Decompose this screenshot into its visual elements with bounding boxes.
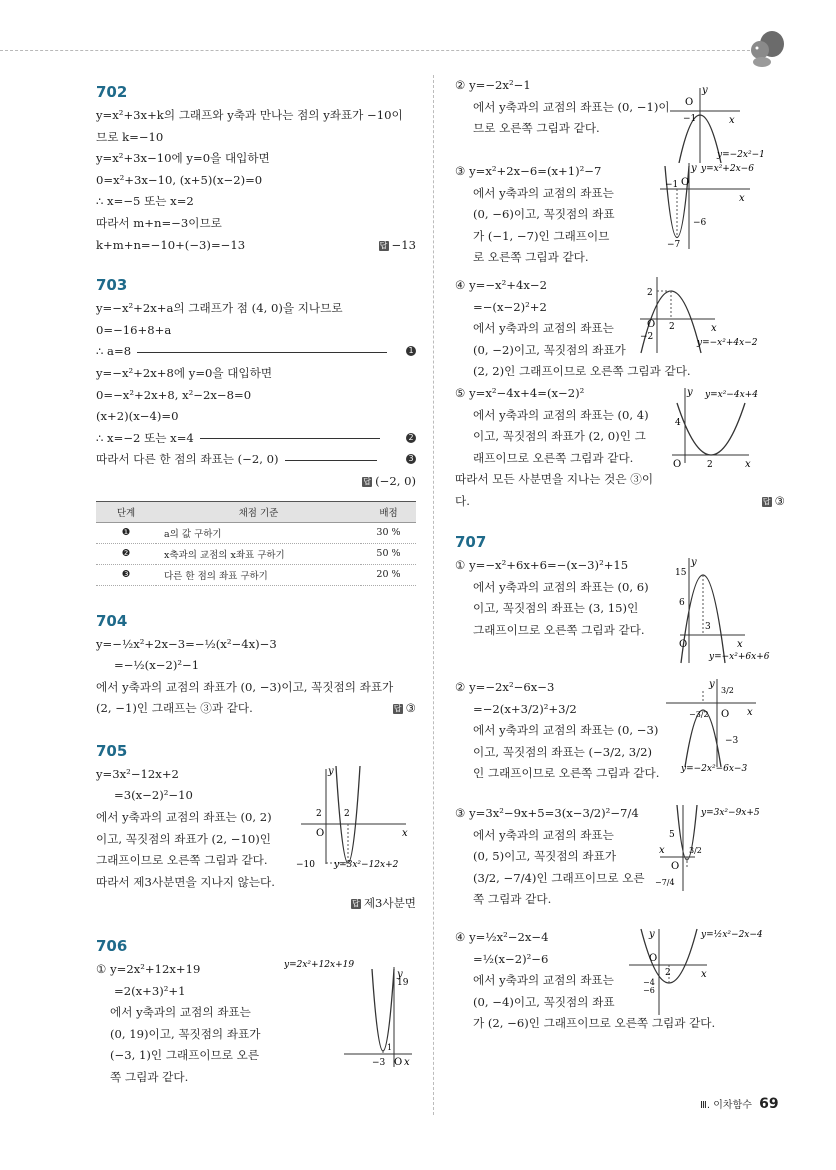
y-label: y <box>328 765 334 777</box>
tick-label: −7 <box>667 240 681 250</box>
problem-706-item-2 <box>455 75 785 161</box>
solution-line: 에서 y축과의 교점의 좌표는 <box>110 1005 251 1020</box>
header-rule <box>0 50 760 51</box>
table-cell: 다른 한 점의 좌표 구하기 <box>156 564 361 585</box>
solution-line-step2 <box>96 428 416 450</box>
solution-text: k+m+n=−10+(−3)=−13 <box>96 237 246 252</box>
origin-label: O <box>649 953 658 964</box>
x-label: x <box>729 115 735 126</box>
tick-label: −1 <box>665 180 679 190</box>
x-label: x <box>737 639 743 650</box>
tick-label: −2 <box>640 332 654 342</box>
solution-line: ① y=2x²+12x+19 <box>96 962 201 977</box>
graph-706-2 <box>665 83 785 163</box>
tick-label: −7/4 <box>655 878 675 887</box>
solution-line: =−½(x−2)²−1 <box>114 658 200 673</box>
solution-line: y=−x²+2x+8에 y=0을 대입하면 <box>96 365 273 380</box>
solution-line-step1 <box>96 341 416 363</box>
solution-line: 0=−16+8+a <box>96 322 172 337</box>
problem-number: 705 <box>96 741 128 760</box>
solution-line: (−3, 1)인 그래프이므로 오른 <box>110 1048 260 1063</box>
solution-line: 므로 k=−10 <box>96 129 164 144</box>
solution-line: y=−½x²+2x−3=−½(x²−4x)−3 <box>96 636 277 651</box>
solution-line: 이고, 꼭짓점의 좌표는 (−3/2, 3/2) <box>473 744 652 759</box>
graph-equation: y=x²−4x+4 <box>705 390 758 400</box>
problem-number: 702 <box>96 83 128 101</box>
answer-value: ③ <box>774 493 785 508</box>
problem-707-item-2 <box>455 677 785 803</box>
graph-equation: y=−x²+4x−2 <box>697 338 758 348</box>
solution-line: ⑤ y=x²−4x+4=(x−2)² <box>455 386 585 400</box>
right-column <box>455 75 785 1037</box>
solution-line: 따라서 m+n=−3이므로 <box>96 215 222 230</box>
squirrel-mascot-icon <box>744 28 786 70</box>
origin-label: O <box>394 1057 403 1069</box>
parabola <box>677 403 745 455</box>
solution-text: ∴ a=8 <box>96 344 132 359</box>
solution-line: (3/2, −7/4)인 그래프이므로 오른 <box>473 870 645 885</box>
solution-line-with-answer <box>455 491 785 513</box>
solution-line: 에서 y축과의 교점의 좌표는 (0, −3) <box>473 723 659 738</box>
solution-line: ④ y=½x²−2x−4 <box>455 930 549 944</box>
solution-line: 에서 y축과의 교점의 좌표는 (0, −1)이 <box>473 99 670 114</box>
solution-line-step3 <box>96 449 416 471</box>
solution-line-with-answer <box>96 235 416 257</box>
problem-705 <box>96 742 416 915</box>
solution-line: ① y=−x²+6x+6=−(x−3)²+15 <box>455 558 629 572</box>
leader-rule <box>200 438 380 439</box>
y-label: y <box>397 969 403 981</box>
origin-label: O <box>671 861 680 872</box>
problem-number: 706 <box>96 937 128 956</box>
answer-icon: 답 <box>351 899 360 909</box>
table-header <box>96 501 416 522</box>
solution-line: (0, −6)이고, 꼭짓점의 좌표 <box>473 207 615 222</box>
tick-label: 3 <box>705 622 711 632</box>
solution-line: 에서 y축과의 교점의 좌표는 (0, 6) <box>473 579 649 594</box>
graph-706-4 <box>635 275 785 355</box>
section-title: Ⅲ. 이차함수 <box>700 1100 752 1111</box>
answer-line <box>96 893 416 915</box>
tick-label: 3/2 <box>721 686 734 695</box>
solution-text: ∴ x=−2 또는 x=4 <box>96 430 194 445</box>
solution-line: 쪽 그림과 같다. <box>110 1070 189 1084</box>
tick-label: 3/2 <box>689 846 702 855</box>
column-divider <box>433 75 434 1115</box>
page-number: 69 <box>759 1096 779 1112</box>
solution-line: ∴ x=−5 또는 x=2 <box>96 194 194 209</box>
leader-rule <box>137 352 387 353</box>
solution-line: 이고, 꼭짓점의 좌표가 (2, 0)인 그 <box>473 429 646 444</box>
solution-line: 에서 y축과의 교점의 좌표가 (0, −3)이고, 꼭짓점의 좌표가 <box>96 679 394 694</box>
graph-705 <box>296 764 421 874</box>
table-header-cell: 채점 기준 <box>156 501 361 522</box>
table-cell: a의 값 구하기 <box>156 522 361 543</box>
solution-line: 쪽 그림과 같다. <box>473 892 552 907</box>
solution-line: 그래프이므로 오른쪽 그림과 같다. <box>473 622 645 637</box>
table-cell: 50 % <box>361 543 416 564</box>
answer-value: ③ <box>405 701 416 716</box>
tick-label: −10 <box>296 859 315 870</box>
tick-label: 2 <box>669 322 675 332</box>
table-row <box>96 543 416 564</box>
tick-label: 2 <box>344 808 350 819</box>
origin-label: O <box>681 177 690 188</box>
answer-value: −13 <box>391 237 416 252</box>
origin-label: O <box>673 459 682 470</box>
answer-icon: 답 <box>393 704 402 714</box>
solution-line: 이고, 꼭짓점의 좌표는 (3, 15)인 <box>473 601 639 616</box>
y-label: y <box>709 679 715 690</box>
problem-706-item-3 <box>455 161 785 275</box>
solution-line: 에서 y축과의 교점의 좌표는 (0, 4) <box>473 407 649 422</box>
solution-line: ② y=−2x²−6x−3 <box>455 680 555 694</box>
solution-line: 래프이므로 오른쪽 그림과 같다. <box>473 450 634 465</box>
solution-line: 0=x²+3x−10, (x+5)(x−2)=0 <box>96 172 263 187</box>
tick-label: 6 <box>679 598 685 608</box>
solution-line: 에서 y축과의 교점의 좌표는 <box>473 827 614 842</box>
solution-text: 다. <box>455 493 470 508</box>
graph-equation: y=−2x²−1 <box>717 150 765 160</box>
solution-line: ③ y=x²+2x−6=(x+1)²−7 <box>455 164 602 178</box>
problem-number: 704 <box>96 611 128 630</box>
graph-706-3 <box>655 161 785 251</box>
graph-equation: y=x²+2x−6 <box>701 164 754 174</box>
grading-table <box>96 501 416 586</box>
answer-icon: 답 <box>363 476 371 486</box>
parabola <box>372 969 394 1051</box>
problem-706 <box>96 937 416 1089</box>
problem-702 <box>96 83 416 256</box>
tick-label: 2 <box>647 288 653 298</box>
x-label: x <box>659 845 665 856</box>
solution-line: 0=−x²+2x+8, x²−2x−8=0 <box>96 387 252 402</box>
solution-line: ② y=−2x²−1 <box>455 78 531 92</box>
solution-line: 에서 y축과의 교점의 좌표는 <box>473 185 614 200</box>
tick-label: −6 <box>693 218 707 228</box>
origin-label: O <box>679 639 688 650</box>
graph-equation: y=−x²+6x+6 <box>709 652 770 662</box>
tick-label: −6 <box>643 986 655 995</box>
y-label: y <box>649 929 655 940</box>
solution-line: =½(x−2)²−6 <box>473 951 549 966</box>
tick-label: 2 <box>665 968 671 978</box>
table-row <box>96 564 416 585</box>
table-header-cell: 배점 <box>361 501 416 522</box>
graph-707-1 <box>675 555 785 665</box>
answer-icon: 답 <box>379 240 388 250</box>
tick-label: 15 <box>675 568 687 578</box>
graph-equation: y=3x²−12x+2 <box>334 859 399 870</box>
leader-rule <box>285 460 377 461</box>
solution-line: (0, −4)이고, 꼭짓점의 좌표 <box>473 994 615 1009</box>
x-label: x <box>739 193 745 204</box>
problem-707-item-4 <box>455 927 785 1037</box>
y-label: y <box>687 387 693 398</box>
solution-text: (2, −1)인 그래프는 ③과 같다. <box>96 701 253 716</box>
solution-line: y=x²+3x−10에 y=0을 대입하면 <box>96 151 270 166</box>
solution-line: y=−x²+2x+a의 그래프가 점 (4, 0)을 지나므로 <box>96 301 343 316</box>
tick-label: −3 <box>725 736 739 746</box>
solution-line: (0, 19)이고, 꼭짓점의 좌표가 <box>110 1026 261 1041</box>
graph-equation: y=½x²−2x−4 <box>701 930 763 940</box>
table-cell: 30 % <box>361 522 416 543</box>
solution-line: 므로 오른쪽 그림과 같다. <box>473 121 600 136</box>
solution-line: 인 그래프이므로 오른쪽 그림과 같다. <box>473 766 660 781</box>
graph-706-1 <box>284 957 416 1072</box>
x-label: x <box>745 459 751 470</box>
problem-704 <box>96 612 416 720</box>
x-label: x <box>402 827 408 839</box>
x-label: x <box>711 323 717 334</box>
left-column <box>96 75 416 1089</box>
tick-label: 19 <box>397 978 409 989</box>
tick-label: −3/2 <box>689 710 709 719</box>
table-row <box>96 522 416 543</box>
tick-label: 1 <box>387 1043 393 1053</box>
step-marker-2: 2 <box>406 433 416 443</box>
table-cell: ❸ <box>96 564 156 585</box>
solution-line: 가 (−1, −7)인 그래프이므 <box>473 228 610 243</box>
problem-707-item-3 <box>455 803 785 927</box>
step-marker-1: 1 <box>406 346 416 356</box>
table-cell: x축과의 교점의 x좌표 구하기 <box>156 543 361 564</box>
problem-706-item-5 <box>455 383 785 523</box>
x-label: x <box>701 969 707 980</box>
problem-703 <box>96 276 416 585</box>
problem-707 <box>455 533 785 1037</box>
graph-706-5 <box>667 383 785 473</box>
origin-label: O <box>647 319 656 330</box>
problem-number: 707 <box>455 533 487 551</box>
y-label: y <box>691 557 697 568</box>
tick-label: −3 <box>372 1058 386 1069</box>
answer-value: (−2, 0) <box>375 473 416 488</box>
problem-number: 703 <box>96 276 128 295</box>
x-label: x <box>747 707 753 718</box>
answer-line <box>96 471 416 493</box>
answer <box>393 698 416 720</box>
solution-line: 로 오른쪽 그림과 같다. <box>473 250 589 265</box>
solution-line: 이고, 꼭짓점의 좌표가 (2, −10)인 <box>96 831 271 846</box>
graph-equation: y=3x²−9x+5 <box>701 808 760 818</box>
step-marker-3: 3 <box>406 454 416 464</box>
problem-707-item-1 <box>455 555 785 677</box>
origin-label: O <box>685 97 694 108</box>
solution-line: y=3x²−12x+2 <box>96 766 179 781</box>
answer <box>762 491 785 513</box>
tick-label: −4 <box>643 978 655 987</box>
solution-line: 따라서 모든 사분면을 지나는 것은 ③이 <box>455 472 654 487</box>
table-cell: ❶ <box>96 522 156 543</box>
graph-equation: y=−2x²−6x−3 <box>681 764 748 773</box>
solution-line: 에서 y축과의 교점의 좌표는 (0, 2) <box>96 810 272 825</box>
solution-text: 따라서 다른 한 점의 좌표는 (−2, 0) <box>96 452 279 467</box>
solution-line: =−2(x+3/2)²+3/2 <box>473 701 577 716</box>
tick-label: 2 <box>707 460 713 470</box>
solution-line: 에서 y축과의 교점의 좌표는 <box>473 321 614 336</box>
answer-icon: 답 <box>762 496 771 506</box>
page-footer <box>700 1096 779 1112</box>
answer-value: 제3사분면 <box>363 896 416 911</box>
problem-706-item-4 <box>455 275 785 383</box>
solution-line: 그래프이므로 오른쪽 그림과 같다. <box>96 853 268 868</box>
y-label: y <box>702 85 708 96</box>
table-header-cell: 단계 <box>96 501 156 522</box>
solution-line: (0, −2)이고, 꼭짓점의 좌표가 <box>473 342 626 357</box>
solution-line: 가 (2, −6)인 그래프이므로 오른쪽 그림과 같다. <box>473 1016 716 1031</box>
graph-707-3 <box>655 803 785 893</box>
tick-label: 5 <box>669 830 675 840</box>
y-label: y <box>691 163 697 174</box>
solution-line: 에서 y축과의 교점의 좌표는 <box>473 973 614 988</box>
solution-line: (x+2)(x−4)=0 <box>96 409 179 424</box>
tick-label: 2 <box>316 808 322 819</box>
origin-label: O <box>316 827 325 839</box>
solution-line: =3(x−2)²−10 <box>114 788 193 803</box>
tick-label: 4 <box>675 418 681 428</box>
tick-label: −1 <box>683 114 697 124</box>
solution-line: 따라서 제3사분면을 지나지 않는다. <box>96 874 275 889</box>
solution-line: y=x²+3x+k의 그래프와 y축과 만나는 점의 y좌표가 −10이 <box>96 108 403 122</box>
x-label: x <box>404 1057 410 1069</box>
solution-line: =2(x+3)²+1 <box>114 983 186 998</box>
graph-707-4 <box>627 927 785 1017</box>
solution-line-with-answer <box>96 698 416 720</box>
solution-line: ③ y=3x²−9x+5=3(x−3/2)²−7/4 <box>455 806 639 820</box>
table-cell: 20 % <box>361 564 416 585</box>
origin-label: O <box>721 709 730 720</box>
solution-line: (0, 5)이고, 꼭짓점의 좌표가 <box>473 849 617 864</box>
graph-equation: y=2x²+12x+19 <box>284 960 355 971</box>
solution-line: =−(x−2)²+2 <box>473 299 547 314</box>
answer <box>379 235 416 257</box>
graph-707-2 <box>661 677 785 773</box>
solution-line: ④ y=−x²+4x−2 <box>455 278 547 292</box>
solution-line: (2, 2)인 그래프이므로 오른쪽 그림과 같다. <box>473 364 691 379</box>
table-cell: ❷ <box>96 543 156 564</box>
